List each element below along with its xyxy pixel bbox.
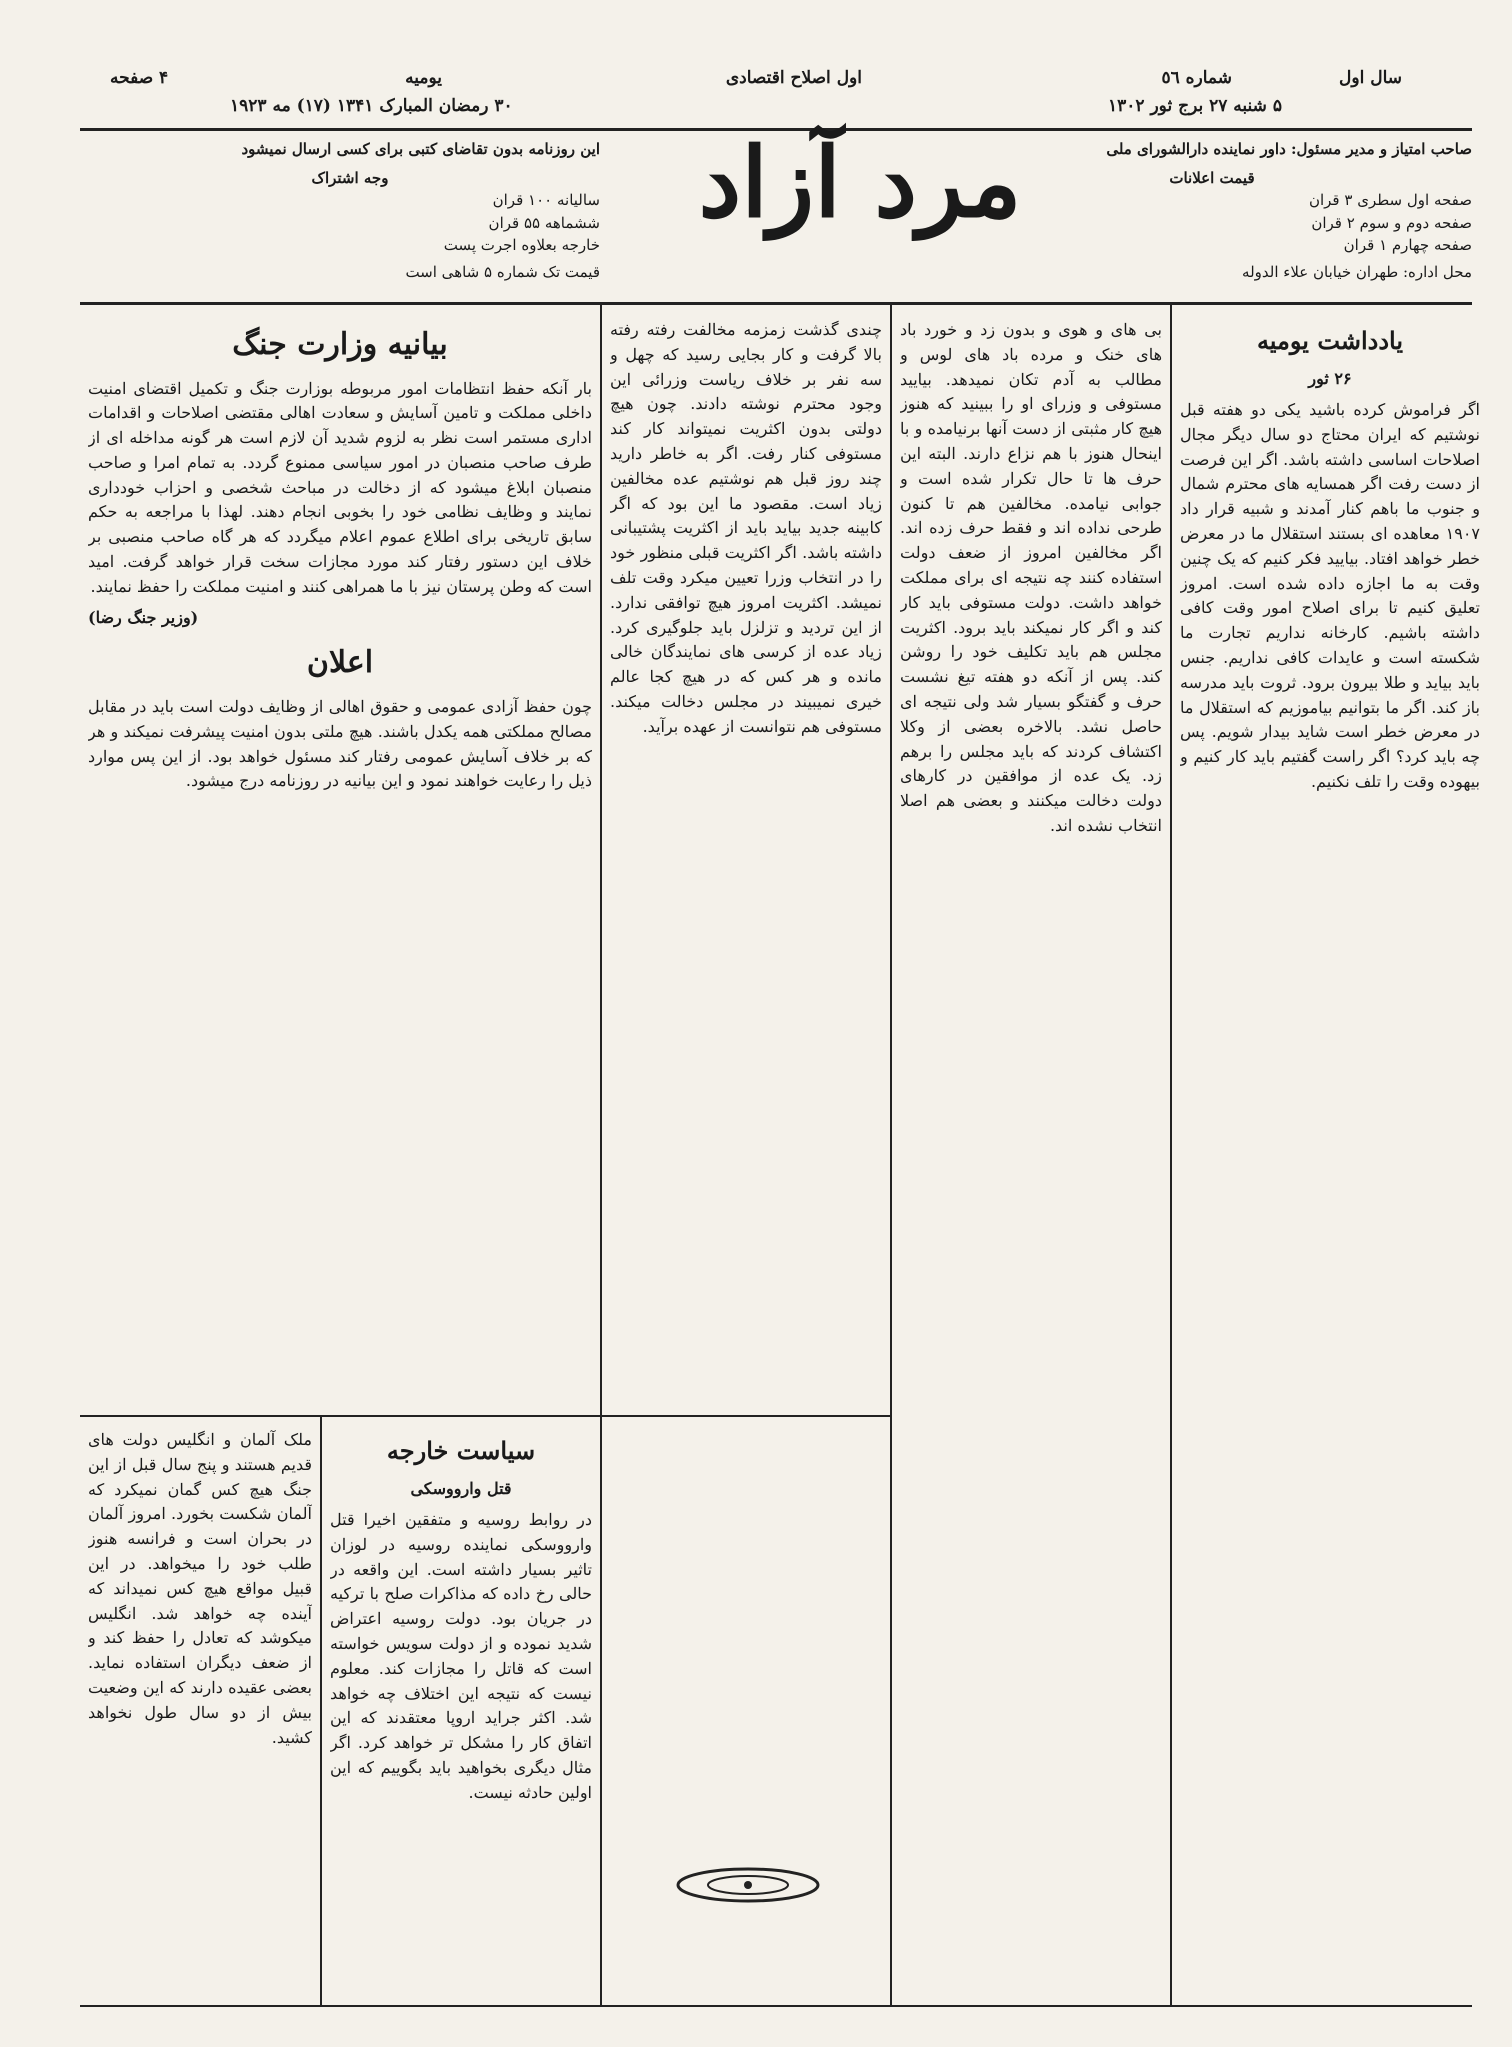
delivery-notice: این روزنامه بدون تقاضای کتبی برای کسی ارسال نمیشود: [241, 140, 600, 158]
price-row: صفحه چهارم ۱ قران: [1343, 236, 1472, 254]
shamsi-date: ۵ شنبه ۲۷ برج ثور ۱۳۰۲: [1108, 96, 1282, 116]
column-rule: [600, 305, 602, 1415]
foreign-politics-subtitle: قتل وارووسکی: [410, 1479, 512, 1499]
foreign-politics-text: در روابط روسیه و متفقین اخیرا قتل وارووسکی نماینده روسیه در لوزان تاثیر بسیار داشته است. این واقعه در حالی رخ داده که مذاکرات صلح با ترکیه در جریان بود. دولت روسیه اعتراض شدید نموده و از دولت سویس خواسته است که قاتل را مجازات کند. معلوم نیست که نتیجه این اختلاف چه خواهد شد. اکثر جراید اروپا معتقدند که این اتفاق کار را مشکل تر خواهد کرد. اگر مثال دیگری بخواهید باید بگوییم که این اولین حادثه نیست.: [330, 1509, 592, 1802]
daily-notes-column: [1180, 318, 1480, 1998]
cabinet-text: چندی گذشت زمزمه مخالفت رفته رفته بالا گرفت و کار بجایی رسید که چهل و سه نفر بر خلاف ریاست وزرائی این وجود محترم نوشته دادند. چون هیچ دولتی بدون اکثریت نمیتواند کار کند مستوفی کنار رفت. اگر به خاطر دارید چند روز قبل هم نوشتیم عده مخالفین زیاد است. مقصود ما این بود که اگر کابینه جدید بیاید باید از اکثریت پشتیبانی داشته باشد. اگر اکثریت قبلی منظور خود را در انتخاب وزرا تعیین میکرد وقت تلف نمیشد. اکثریت امروز هیچ توافقی ندارد. از این تردید و تزلزل باید جلوگیری کرد. زیاد عده از کرسی های نمایندگان خالی مانده و هر کس که در هیچ کجا عالم خیری نمیبیند در مجلس دخالت میکند. مستوفی هم نتوانست از عهده برآید.: [610, 320, 882, 736]
war-ministry-column: [88, 318, 592, 1408]
page-count: ۴ صفحه: [110, 68, 169, 88]
masthead-rule: [80, 302, 1472, 305]
daily-notes-text: اگر فراموش کرده باشید یکی دو هفته قبل نوشتیم که ایران محتاج دو سال دیگر مجال اصلاحات اساسی داشته باشد. اگر این فرصت از دست رفت اگر همسایه های محترم شمال و جنوب ما باهم کنار آمدند و شبیه قرار داد ۱۹۰۷ معاهده ای بستند استقلال ما در معرض خطر خواهد افتاد. بیایید فکر کنیم که یک چنین وقت به ما اجازه داده شده است. امروز تعلیق کنیم تا برای اصلاح امور وقت کافی داشته باشیم. کارخانه نداریم تجارت ما شکسته است و عایدات کافی نداریم. جنس باید بیاید و طلا بیرون برود. ثروت باید مدرسه باز کند. اگر ما بتوانیم بیاموزیم که استقلال ما در معرض خطر است شاید بیدار شویم. پس چه باید کرد؟ اگر راست گفتیم باید کار کنیم و بیهوده وقت را تلف نکنیم.: [1180, 399, 1480, 791]
cabinet-column: [610, 318, 882, 1998]
issue-number: شماره ٥٦: [1161, 68, 1232, 88]
daily-notes-date: ۲۶ ثور: [1308, 369, 1352, 389]
price-row: صفحه اول سطری ۳ قران: [1308, 191, 1472, 209]
column-rule: [890, 305, 892, 2005]
politics-text: بی های و هوی و بدون زد و خورد باد های خنک و مرده باد های لوس و مطالب به آدم تکان نمیدهد. بیایید مستوفی و وزرای او را ببینید که هنوز هیچ کار مثبتی از دست آنها برنیامده و با اینحال هنوز با هم نزاع دارند. البته این حرف ها تا حال تکرار شده است و جوابی نیامده. مخالفین هم تا کنون طرحی نداده اند و فقط حرف زده اند. اگر مخالفین امروز از ضعف دولت استفاده کنند چه نتیجه ای برای مملکت خواهد داشت. دولت مستوفی باید کار کند و اگر کار نمیکند باید برود. اکثریت مجلس هم باید تکلیف خود را روشن کند. پس از آنکه دو هفته تیغ نشست حرف و گفتگو بسیار شد ولی نتیجه ای حاصل نشد. بالاخره بعضی از وکلا اکتشاف کردند که باید مجلس را برهم زد. یک عده از موافقین در کارهای دولت دخالت میکنند و بعضی هم اصلا انتخاب نشده اند.: [900, 320, 1162, 835]
daily-notes-title: یادداشت یومیه: [1256, 326, 1404, 355]
subscription-box: [100, 138, 600, 283]
price-row: صفحه دوم و سوم ۲ قران: [1311, 213, 1472, 232]
column-rule: [1170, 305, 1172, 2005]
foreign-politics-column: [330, 1428, 592, 1998]
subscription-row: سالیانه ۱۰۰ قران: [492, 191, 600, 209]
principle-line: اول اصلاح اقتصادی: [725, 68, 862, 88]
notice-title: اعلان: [306, 645, 374, 681]
war-ministry-text: بار آنکه حفظ انتظامات امور مربوطه بوزارت جنگ و تکمیل اقتضای امنیت داخلی مملکت و تامین آسایش و سعادت اهالی مقتضی اصلاحات و اقدامات اداری مستمر است نظر به لزوم شدید آن لازم است هر گونه مداخله ای از طرف صاحب منصبان در امور سیاسی ممنوع گردد. به تمام امرا و صاحب منصبان ابلاغ میشود که از دخالت در مباحث شخصی و احزاب خودداری نمایند و وظایف نظامی خود را بخوبی انجام دهند. لهذا با مراجعه به حکم سابق تاریخی برای اطلاع عموم اعلام میگردد که هر گاه صاحب منصبی بر خلاف این دستور رفتار کند مورد مجازات سخت قرار خواهد گرفت. امید است که وطن پرستان نیز با ما همراهی کنند و امنیت مملکت را حفظ نمایند.: [88, 378, 592, 596]
subscription-row: خارجه بعلاوه اجرت پست: [443, 236, 600, 254]
politics-column: [900, 318, 1162, 1998]
foreign-politics-title: سیاست خارجه: [386, 1436, 536, 1465]
ornament-icon: [668, 1860, 828, 1910]
column-rule: [320, 1415, 322, 2005]
office-line: محل اداره: طهران خیابان علاء الدوله: [1242, 262, 1472, 281]
masthead: [80, 108, 1472, 298]
bottom-rule: [80, 2005, 1472, 2007]
single-price: قیمت تک شماره ۵ شاهی است: [405, 262, 600, 281]
column-rule: [600, 1415, 602, 2005]
hijri-date: ۳۰ رمضان المبارک ۱۳۴۱ (۱۷) مه ۱۹۲۳: [230, 96, 513, 116]
subscription-row: ششماهه ۵۵ قران: [488, 213, 600, 232]
europe-column: [88, 1428, 312, 1998]
weekday-label: یومیه: [405, 68, 442, 88]
notice-text: چون حفظ آزادی عمومی و حقوق اهالی از وظایف دولت است باید در مقابل مصالح مملکتی همه یکدل باشند. هیچ ملتی بدون امنیت پیشرفت نمیکند و هر که بر خلاف آسایش عمومی رفتار کند مسئول خواهد بود. از این پس موارد ذیل را رعایت خواهند نمود و این بیانیه در روزنامه درج میشود.: [88, 696, 592, 791]
europe-text: ملک آلمان و انگلیس دولت های قدیم هستند و پنج سال قبل از این جنگ هیچ کس گمان نمیکرد که آلمان شکست بخورد. امروز آلمان در بحران است و فرانسه هنوز طلب خود را میخواهد. در این قبیل مواقع هیچ کس نمیداند که آینده چه خواهد شد. انگلیس میکوشد که تعادل را حفظ کند و از ضعف دیگران استفاده نماید. بعضی عقیده دارند که این وضعیت بیش از دو سال طول نخواهد کشید.: [88, 1430, 312, 1747]
newspaper-title: مرد آزاد: [698, 126, 1022, 239]
subscription-title: وجه اشتراک: [311, 168, 389, 187]
price-label: قیمت اعلانات: [1169, 168, 1255, 187]
owner-line: صاحب امتیاز و مدیر مسئول: داور نماینده دارالشورای ملی: [1106, 140, 1472, 158]
war-ministry-title: بیانیه وزارت جنگ: [232, 327, 448, 362]
year-label: سال اول: [1339, 68, 1402, 88]
war-ministry-signature: (وزیر جنگ رضا): [88, 607, 199, 627]
